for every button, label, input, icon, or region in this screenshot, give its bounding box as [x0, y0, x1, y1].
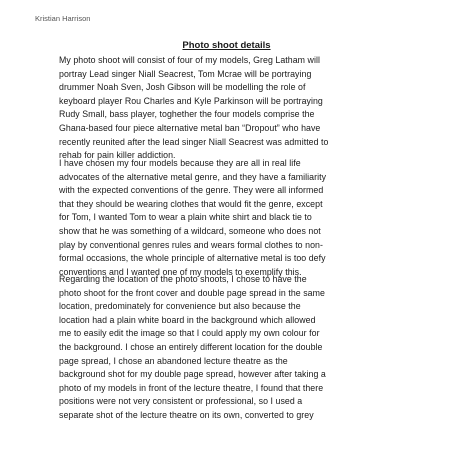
text-line: Regarding the location of the photo shoots, I chose to have the	[59, 274, 307, 284]
text-line: location had a plain white board in the background which allowed	[59, 314, 316, 325]
text-line: conventions and I wanted one of my models to exemplify this.	[59, 266, 302, 277]
text-line: page spread, I chose an abandoned lecture theatre as the	[59, 355, 288, 366]
text-line: keyboard player Rou Charles and Kyle Parkinson will be portraying	[59, 95, 323, 106]
text-line: Rudy Small, bass player, toghether the four models comprise the	[59, 109, 315, 120]
paragraph-model-choice	[59, 157, 399, 279]
text-line: photo of my models in front of the lecture theatre, I found that there	[59, 382, 324, 393]
text-line: me to easily edit the image so that I could apply my own colour for	[59, 328, 320, 339]
text-line: rehab for pain killer addiction.	[59, 150, 176, 161]
text-line: recently reunited after the lead singer Niall Seacrest was admitted to	[59, 136, 329, 147]
text-line: background shot for my double page spread, however after taking a	[59, 369, 326, 380]
text-line: formal occasions, the whole principle of alternative metal is too defy	[59, 253, 326, 264]
text-line: show that he was something of a wildcard, someone who does not	[59, 225, 321, 236]
text-line: play by conventional genres rules and wears formal clothes to non-	[59, 239, 323, 250]
text-line: with the expected conventions of the genre. They were all informed	[59, 185, 324, 196]
text-line: advocates of the alternative metal genre, and they have a familiarity	[59, 171, 327, 182]
text-line: portray Lead singer Niall Seacrest, Tom Mcrae will be portraying	[59, 68, 312, 79]
text-line: the background. I chose an entirely different location for the double	[59, 341, 323, 352]
text-line: separate shot of the lecture theatre on its own, converted to grey	[59, 409, 314, 420]
text-line: drummer Noah Sven, Josh Gibson will be modelling the role of	[59, 82, 306, 93]
text-line: that they should be wearing clothes that would fit the genre, except	[59, 198, 323, 209]
paragraph-location	[59, 273, 399, 423]
text-line: location, predominately for convenience but also because the	[59, 301, 301, 312]
text-line: Ghana-based four piece alternative metal ban “Dropout” who have	[59, 122, 321, 133]
text-line: for Tom, I wanted Tom to wear a plain white shirt and black tie to	[59, 212, 312, 223]
text-line: I have chosen my four models because they are all in real life	[59, 158, 301, 168]
author-name: Kristian Harrison	[35, 14, 91, 23]
document-title: Photo shoot details	[182, 40, 271, 51]
text-line: positions were not very consistent or professional, so I used a	[59, 396, 303, 407]
paragraph-models	[59, 54, 399, 163]
text-line: My photo shoot will consist of four of my models, Greg Latham will	[59, 55, 320, 65]
text-line: photo shoot for the front cover and double page spread in the same	[59, 287, 325, 298]
